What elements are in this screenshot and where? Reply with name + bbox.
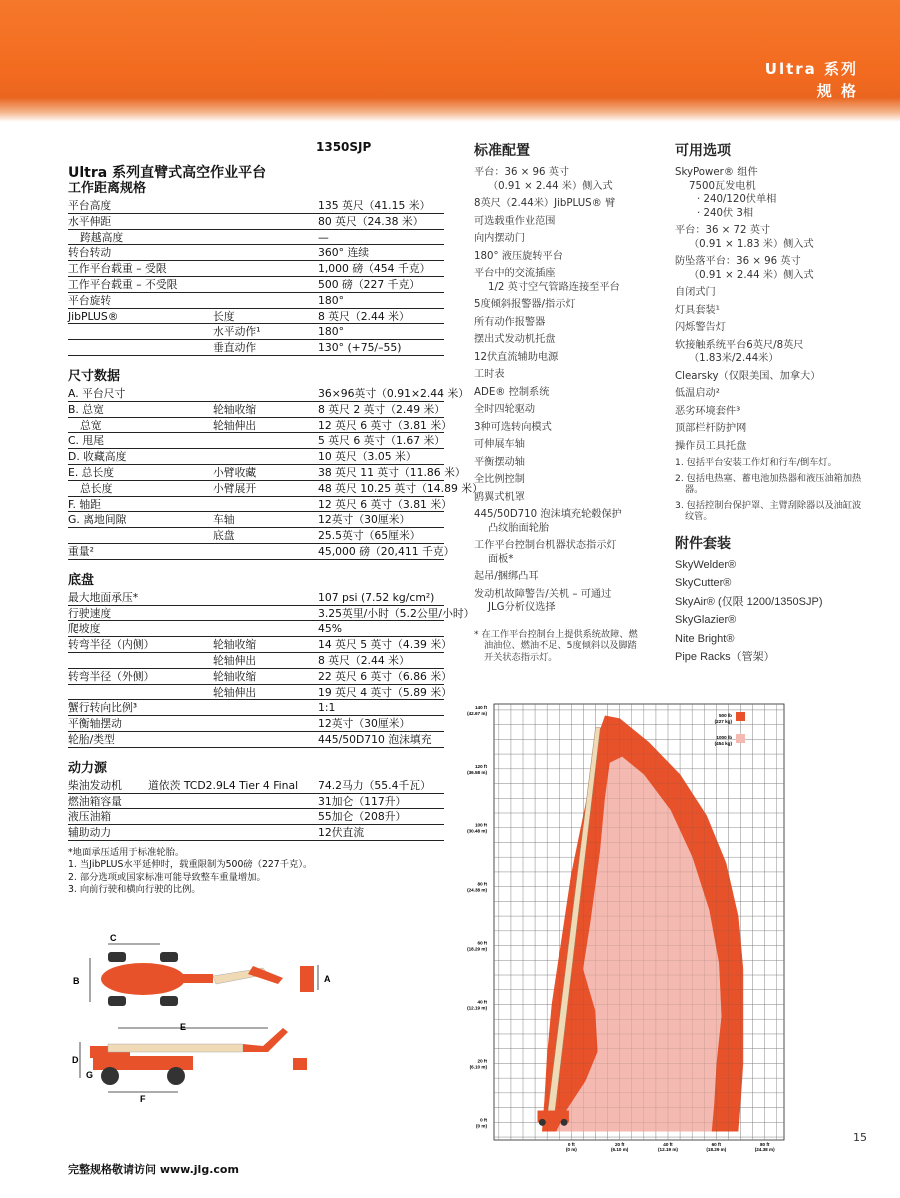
spec-condition: 底盘 — [213, 529, 235, 543]
spec-label: D. 收藏高度 — [68, 450, 127, 464]
list-item — [474, 386, 644, 400]
options-footnotes — [675, 457, 865, 523]
list-item-line: ADE® 控制系统 — [474, 386, 550, 398]
spec-row — [68, 465, 466, 481]
wheel — [101, 1067, 119, 1085]
y-tick-label: (12.19 m) — [467, 1005, 487, 1011]
options-title: 可用选项 — [675, 143, 731, 159]
list-item-line: （0.91 × 2.44 米）侧入式 — [689, 269, 814, 281]
list-item-line: 平衡摆动轴 — [474, 456, 525, 468]
label-c: C — [110, 933, 117, 943]
x-tick-label: 0 ft — [567, 1142, 575, 1147]
spec-value: 3.25英里/小时（5.2公里/小时） — [318, 606, 475, 620]
spec-row — [68, 433, 444, 449]
spec-label: 行驶速度 — [68, 606, 112, 620]
header-band — [0, 0, 900, 122]
label-g: G — [86, 1070, 94, 1080]
spec-row — [68, 732, 444, 748]
y-tick-label: (0 m) — [476, 1123, 487, 1129]
x-tick-label: 40 ft — [663, 1142, 673, 1147]
list-item-line: 180° 液压旋转平台 — [474, 250, 563, 262]
wheel — [561, 1119, 568, 1126]
spec-value: 8 英尺（2.44 米） — [318, 653, 410, 667]
list-item-line: 面板* — [488, 553, 514, 565]
spec-value: 45% — [318, 622, 342, 636]
list-item — [474, 298, 644, 312]
top-view-diagram — [68, 930, 348, 1020]
list-item-line: 灯具套装¹ — [675, 304, 720, 316]
label-b: B — [73, 976, 80, 986]
y-tick-label: 80 ft — [477, 881, 487, 887]
spec-label: 轮胎/类型 — [68, 732, 115, 746]
y-tick-label: (24.38 m) — [467, 887, 487, 893]
spec-value: 10 英尺（3.05 米） — [318, 450, 417, 464]
dimensions-rows — [68, 386, 483, 560]
spec-value: 5 英尺 6 英寸（1.67 米） — [318, 434, 446, 448]
list-item — [474, 333, 644, 347]
list-item-line: 所有动作报警器 — [474, 316, 546, 328]
spec-label: C. 甩尾 — [68, 434, 104, 448]
list-item — [675, 224, 865, 251]
list-item — [675, 286, 865, 300]
accessory-item: Nite Bright® — [675, 632, 735, 645]
spec-row — [68, 653, 444, 669]
spec-label: 蟹行转向比例³ — [68, 701, 138, 715]
x-tick-label: (0 m) — [565, 1147, 577, 1152]
list-item — [675, 304, 865, 318]
spec-row — [68, 606, 475, 622]
tire — [108, 996, 126, 1006]
spec-row — [68, 230, 444, 246]
spec-condition: 轮轴伸出 — [213, 653, 257, 667]
spec-label: B. 总宽 — [68, 402, 104, 416]
y-tick-label: (6.10 m) — [469, 1064, 487, 1070]
page-number: 15 — [853, 1131, 867, 1144]
jib — [248, 966, 283, 984]
spec-condition: 轮轴伸出 — [213, 418, 257, 432]
list-item-line: 闪烁警告灯 — [675, 322, 726, 333]
list-item-line: 5度倾斜报警器/指示灯 — [474, 299, 576, 310]
list-item-line: 1/2 英寸空气管路连接至平台 — [488, 281, 620, 293]
spec-label: 液压油箱 — [68, 810, 112, 824]
list-item-line: 工作平台控制台机器状态指示灯 — [474, 540, 617, 551]
list-item-line: 7500瓦发电机 — [689, 180, 756, 192]
spec-value: 445/50D710 泡沫填充 — [318, 732, 432, 746]
list-item — [474, 473, 644, 487]
list-item-line: 向内摆动门 — [474, 233, 525, 244]
spec-row — [68, 198, 444, 214]
y-tick-label: (42.67 m) — [467, 710, 487, 716]
spec-label: G. 离地间隙 — [68, 513, 127, 527]
spec-value: 48 英尺 10.25 英寸（14.89 米） — [318, 481, 483, 495]
spec-condition: 小臂收藏 — [213, 465, 257, 479]
list-item — [474, 351, 644, 365]
x-tick-label: (18.29 m) — [706, 1147, 727, 1152]
spec-row — [68, 449, 444, 465]
x-tick-label: (24.38 m) — [754, 1147, 775, 1152]
list-item-line: 起吊/捆绑凸耳 — [474, 571, 539, 582]
spec-row — [68, 590, 444, 606]
legend-label: 1000 lb — [716, 735, 732, 740]
spec-row — [68, 245, 444, 261]
list-item — [474, 570, 644, 584]
boom — [153, 974, 213, 983]
list-item-line: 恶劣环境套件³ — [675, 405, 741, 417]
list-item-line: 凸纹胎面轮胎 — [488, 522, 550, 534]
list-item-line: 3种可选转向模式 — [474, 421, 552, 433]
accessory-item: Pipe Racks（管架） — [675, 651, 775, 664]
list-item — [474, 539, 644, 566]
list-item-line: 12伏直流辅助电源 — [474, 351, 559, 363]
spec-row — [68, 340, 444, 356]
list-item-line: 平台中的交流插座 — [474, 268, 556, 279]
wheel — [167, 1067, 185, 1085]
legend-label: 500 lb — [718, 713, 732, 718]
spec-value: 12英寸（30厘米） — [318, 513, 411, 527]
list-item-line: · 240伏 3相 — [697, 207, 754, 219]
spec-label: 燃油箱容量 — [68, 794, 122, 808]
spec-value: 55加仑（208升） — [318, 810, 407, 824]
working-envelope-chart — [466, 692, 796, 1152]
list-item — [474, 456, 644, 470]
list-item-line: 8英尺（2.44米）JibPLUS® 臂 — [474, 198, 616, 209]
jib — [243, 1028, 288, 1052]
label-d: D — [72, 1055, 79, 1065]
accessories-list — [675, 559, 865, 665]
list-item-line: 全比例控制 — [474, 474, 525, 485]
list-item — [675, 339, 865, 366]
list-item — [675, 440, 865, 454]
spec-label: 平台旋转 — [68, 293, 112, 307]
list-item — [474, 232, 644, 246]
spec-condition: 水平动作¹ — [213, 325, 261, 339]
accessories-title: 附件套装 — [675, 535, 731, 552]
side-view-diagram — [68, 1020, 348, 1110]
list-item — [474, 215, 644, 229]
spec-row — [68, 716, 444, 732]
legend-swatch — [736, 734, 745, 743]
spec-value: 31加仑（117升） — [318, 794, 407, 808]
spec-row — [68, 214, 444, 230]
spec-label: JibPLUS® — [68, 309, 119, 323]
spec-row — [68, 309, 444, 325]
list-item-line: （0.91 × 1.83 米）侧入式 — [689, 238, 814, 250]
spec-condition: 轮轴收缩 — [213, 402, 257, 416]
spec-note: 1. 当JibPLUS水平延伸时，载重限制为500磅（227千克）。 — [68, 859, 313, 871]
list-item-line: 平台：36 × 96 英寸 — [474, 167, 570, 178]
power-rows — [68, 778, 444, 841]
list-item — [675, 321, 865, 335]
spec-row — [68, 794, 444, 810]
list-item — [675, 255, 865, 282]
spec-value: 45,000 磅（20,411 千克） — [318, 544, 455, 558]
spec-label: E. 总长度 — [68, 465, 115, 479]
spec-row — [68, 700, 444, 716]
list-item — [474, 421, 644, 435]
spec-label: A. 平台尺寸 — [68, 386, 126, 400]
legend-swatch — [736, 712, 745, 721]
standard-equipment — [474, 140, 644, 663]
list-item-line: 低温启动² — [675, 388, 720, 399]
list-item-line: SkyPower® 组件 — [675, 167, 758, 178]
standard-list — [474, 166, 644, 615]
spec-value: 8 英尺 2 英寸（2.49 米） — [318, 402, 446, 416]
list-item-line: 顶部栏杆防护网 — [675, 423, 747, 434]
y-tick-label: 40 ft — [477, 999, 487, 1005]
spec-row — [68, 544, 455, 560]
spec-value: — — [318, 230, 329, 244]
spec-value: 1:1 — [318, 701, 336, 715]
accessory-item: SkyGlazier® — [675, 614, 737, 627]
header-series-title: Ultra 系列 — [764, 60, 858, 78]
tire — [160, 952, 178, 962]
list-item — [675, 370, 865, 384]
list-item-line: 操作员工具托盘 — [675, 440, 747, 452]
list-item-line: · 240/120伏单相 — [697, 194, 777, 205]
list-item — [474, 403, 644, 417]
list-item-line: 445/50D710 泡沫填充轮毂保护 — [474, 509, 622, 520]
list-item-line: （1.83米/2.44米） — [689, 353, 779, 364]
list-item-line: 自闭式门 — [675, 287, 716, 298]
tire — [160, 996, 178, 1006]
standard-footnote: * 在工作平台控制台上提供系统故障、燃油油位、燃油不足、5度倾斜以及脚踏开关状态指示灯。 — [474, 628, 638, 663]
list-item-line: 全时四轮驱动 — [474, 404, 536, 415]
spec-value: 1,000 磅（454 千克） — [318, 262, 431, 276]
spec-label: 转弯半径（外侧） — [68, 669, 155, 683]
spec-value: 135 英尺（41.15 米） — [318, 199, 431, 212]
spec-row — [68, 261, 444, 277]
legend-sublabel: (227 kg) — [714, 719, 732, 724]
spec-value: 80 英尺（24.38 米） — [318, 214, 424, 228]
spec-value: 74.2马力（55.4千瓦） — [318, 778, 431, 792]
spec-value: 8 英尺（2.44 米） — [318, 309, 410, 323]
spec-note: 2. 部分选项或国家标准可能导致整车重量增加。 — [68, 871, 266, 883]
spec-row — [68, 685, 452, 701]
spec-row — [68, 512, 444, 528]
spec-label: 水平伸距 — [68, 214, 112, 228]
spec-row — [68, 293, 444, 309]
list-item-line: 发动机故障警告/关机 – 可通过 — [474, 588, 612, 600]
x-tick-label: (12.19 m) — [658, 1147, 678, 1152]
y-tick-label: (36.58 m) — [467, 769, 487, 775]
list-item-line: 工时表 — [474, 369, 505, 380]
legend-sublabel: (454 kg) — [714, 741, 732, 746]
spec-label: 转台转动 — [68, 246, 112, 260]
spec-value: 180° — [318, 325, 345, 339]
spec-row — [68, 778, 444, 794]
spec-value: 12 英尺 6 英寸（3.81 米） — [318, 497, 452, 511]
spec-condition: 轮轴收缩 — [213, 638, 257, 652]
y-tick-label: 140 ft — [474, 704, 487, 710]
spec-value: 130° (+75/–55) — [318, 341, 402, 355]
list-item — [474, 368, 644, 382]
section-title-working-range: 工作距离规格 — [68, 181, 147, 196]
spec-row — [68, 621, 444, 637]
spec-condition: 道依茨 TCD2.9L4 Tier 4 Final — [148, 778, 299, 792]
options-list — [675, 166, 865, 453]
list-item-line: 平台：36 × 72 英寸 — [675, 225, 771, 236]
spec-row — [68, 324, 444, 340]
list-item — [474, 316, 644, 330]
y-tick-label: 100 ft — [474, 822, 487, 828]
working-range-rows — [68, 198, 444, 356]
y-tick-label: (30.48 m) — [467, 828, 487, 834]
label-e: E — [180, 1022, 187, 1032]
spec-label: 跨越高度 — [80, 230, 124, 244]
y-tick-label: 60 ft — [477, 940, 487, 946]
accessory-item: SkyCutter® — [675, 577, 732, 590]
section-title-power: 动力源 — [68, 760, 108, 776]
list-item-line: 防坠落平台：36 × 96 英寸 — [675, 256, 801, 267]
spec-label: 平衡轴摆动 — [68, 717, 122, 731]
x-tick-label: (6.10 m) — [610, 1147, 629, 1152]
list-item-line: JLG分析仪选择 — [488, 602, 556, 613]
model-name: 1350SJP — [316, 140, 372, 154]
spec-label: 重量² — [68, 544, 94, 558]
spec-note: *地面承压适用于标准轮胎。 — [68, 846, 185, 858]
spec-row — [68, 402, 444, 418]
options-footnote: 2. 包括电热塞、蓄电池加热器和液压油箱加热器。 — [675, 472, 862, 495]
spec-condition: 轮轴收缩 — [213, 669, 257, 683]
section-title-chassis: 底盘 — [68, 572, 95, 588]
spec-label: 工作平台载重 – 受限 — [68, 262, 167, 276]
spec-value: 12英寸（30厘米） — [318, 717, 411, 731]
spec-label: 总长度 — [80, 481, 113, 495]
spec-condition: 小臂展开 — [213, 481, 257, 495]
spec-label: 工作平台载重 – 不受限 — [68, 277, 178, 291]
spec-label: 总宽 — [80, 418, 102, 432]
tire — [108, 952, 126, 962]
list-item-line: 可伸展车轴 — [474, 439, 525, 450]
list-item — [474, 438, 644, 452]
y-tick-label: 0 ft — [480, 1117, 487, 1123]
spec-row — [68, 809, 444, 825]
list-item — [675, 166, 865, 220]
spec-condition: 垂直动作 — [213, 341, 257, 355]
chassis-rows — [68, 590, 475, 748]
y-tick-label: 120 ft — [474, 763, 487, 769]
spec-row — [68, 277, 444, 293]
spec-value: 14 英尺 5 英寸（4.39 米） — [318, 638, 452, 652]
options-footnote: 1. 包括平台安装工作灯和行车/倒车灯。 — [675, 457, 837, 468]
platform — [300, 966, 314, 992]
standard-title: 标准配置 — [474, 143, 530, 159]
spec-label: 爬坡度 — [68, 622, 101, 636]
spec-value: 180° — [318, 293, 345, 307]
spec-row — [68, 497, 452, 513]
spec-value: 36×96英寸（0.91×2.44 米） — [318, 386, 470, 400]
list-item — [474, 250, 644, 264]
spec-value: 500 磅（227 千克） — [318, 277, 421, 291]
y-tick-label: 20 ft — [477, 1058, 487, 1064]
spec-row — [68, 528, 444, 544]
spec-label: 转弯半径（内侧） — [68, 638, 155, 652]
spec-note: 3. 向前行驶和横向行驶的比例。 — [68, 884, 201, 896]
spec-value: 25.5英寸（65厘米） — [318, 529, 421, 543]
spec-row — [68, 825, 444, 841]
list-item-line: 软接触系统平台6英尺/8英尺 — [675, 339, 804, 351]
list-item-line: 鸥翼式机罩 — [474, 491, 525, 503]
spec-condition: 长度 — [213, 309, 235, 323]
list-item — [675, 387, 865, 401]
platform — [293, 1058, 307, 1070]
spec-row — [68, 637, 452, 653]
label-a: A — [324, 974, 331, 984]
spec-condition: 车轴 — [213, 513, 235, 527]
spec-label: 柴油发动机 — [68, 778, 122, 792]
x-tick-label: 60 ft — [711, 1142, 722, 1147]
label-f: F — [140, 1094, 146, 1104]
list-item — [474, 588, 644, 615]
section-title-dimensions: 尺寸数据 — [68, 368, 121, 384]
list-item-line: 摆出式发动机托盘 — [474, 334, 556, 345]
list-item — [675, 422, 865, 436]
list-item — [675, 405, 865, 419]
spec-row — [68, 669, 452, 685]
wheel — [539, 1119, 546, 1126]
list-item — [474, 508, 644, 535]
spec-value: 107 psi (7.52 kg/cm²) — [318, 590, 435, 604]
spec-row — [68, 418, 452, 434]
spec-value: 12伏直流 — [318, 826, 365, 840]
spec-row — [68, 386, 470, 402]
spec-value: 360° 连续 — [318, 246, 370, 260]
spec-title: Ultra 系列直臂式高空作业平台 — [68, 165, 267, 181]
x-tick-label: 20 ft — [614, 1142, 625, 1147]
spec-label: 平台高度 — [68, 199, 112, 212]
header-subtitle: 规 格 — [816, 82, 858, 100]
x-tick-label: 80 ft — [759, 1142, 770, 1147]
spec-label: 最大地面承压* — [68, 590, 139, 604]
list-item — [474, 197, 644, 211]
spec-value: 38 英尺 11 英寸（11.86 米） — [318, 465, 466, 479]
accessory-item: SkyAir® (仅限 1200/1350SJP) — [675, 595, 823, 608]
accessory-item: SkyWelder® — [675, 558, 737, 571]
spec-value: 19 英尺 4 英寸（5.89 米） — [318, 685, 452, 699]
spec-row — [68, 481, 483, 497]
options-footnote: 3. 包括控制台保护罩、主臂刮除器以及油缸波纹管。 — [675, 499, 862, 522]
spec-label: 辅助动力 — [68, 826, 112, 840]
spec-value: 22 英尺 6 英寸（6.86 米） — [318, 669, 452, 683]
boom — [108, 1044, 243, 1052]
list-item — [474, 491, 644, 505]
list-item-line: 可选载重作业范围 — [474, 215, 556, 227]
y-tick-label: (18.29 m) — [467, 946, 487, 952]
spec-condition: 轮轴伸出 — [213, 685, 257, 699]
spec-label: F. 轴距 — [68, 497, 101, 511]
list-item-line: （0.91 × 2.44 米）侧入式 — [488, 180, 613, 192]
list-item-line: Clearsky（仅限美国、加拿大） — [675, 370, 821, 382]
list-item — [474, 166, 644, 193]
spec-notes — [68, 847, 444, 897]
spec-value: 12 英尺 6 英寸（3.81 米） — [318, 418, 452, 432]
list-item — [474, 267, 644, 294]
options-column — [675, 140, 865, 670]
footer-url: 完整规格敬请访问 www.jlg.com — [68, 1163, 239, 1176]
